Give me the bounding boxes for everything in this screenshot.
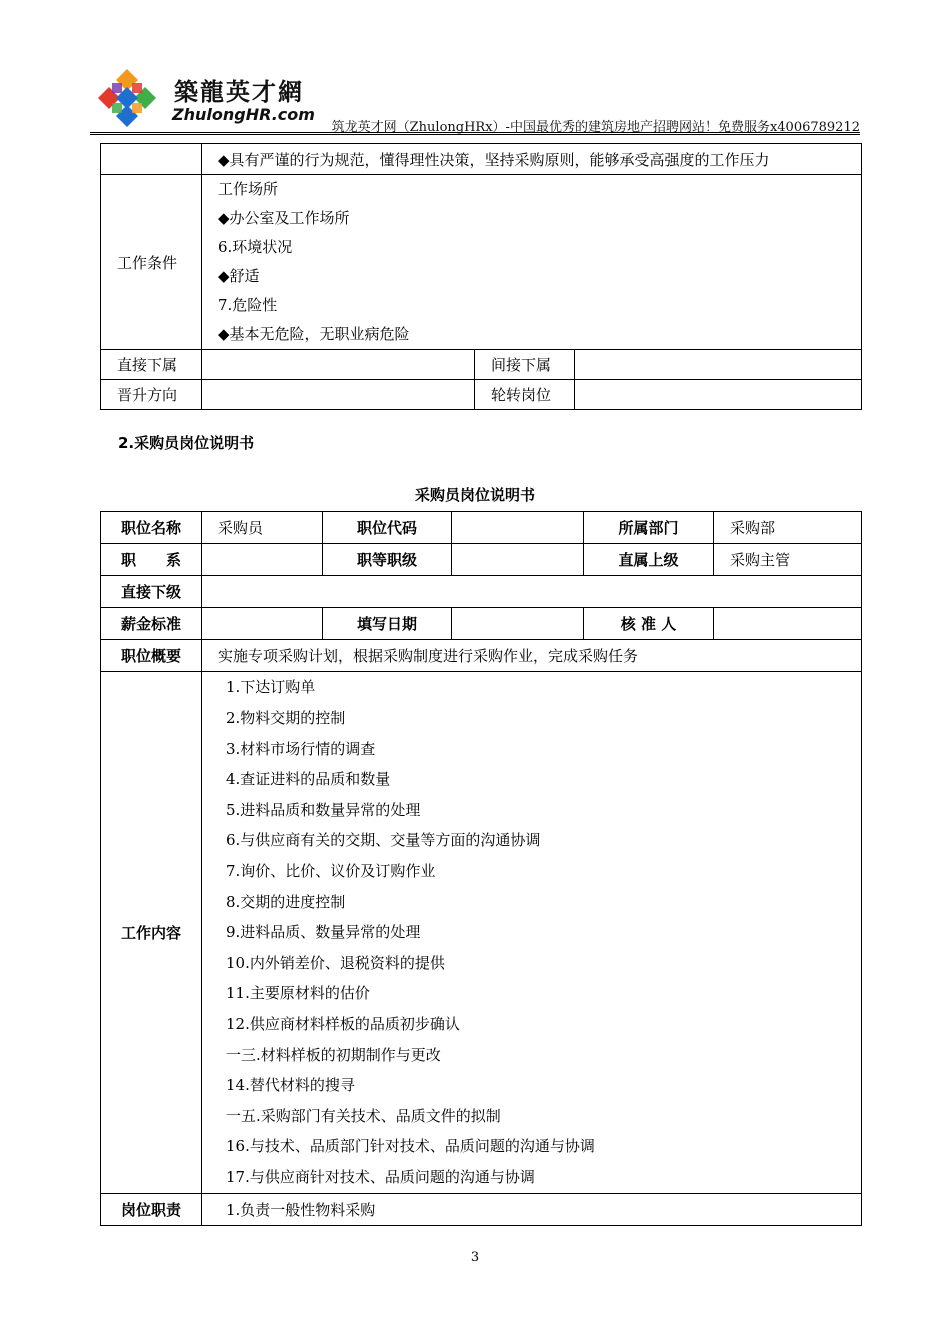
- work-content-item: 7.询价、比价、议价及订购作业: [226, 862, 436, 881]
- work-condition-line: ◆办公室及工作场所: [218, 209, 350, 227]
- direct-subordinate-value: [202, 350, 475, 380]
- approver-label: 核 准 人: [584, 608, 714, 640]
- supervisor-label: 直属上级: [584, 544, 714, 576]
- position-code-label: 职位代码: [323, 512, 452, 544]
- direct-subordinate-value: [202, 576, 862, 608]
- work-content-item: 6.与供应商有关的交期、交量等方面的沟通协调: [226, 831, 541, 850]
- job-description-table-continued: [100, 143, 862, 410]
- zhulong-logo-icon: [96, 67, 158, 129]
- supervisor-value: 采购主管: [714, 544, 862, 576]
- header-tagline: 筑龙英才网（ZhulongHRx）-中国最优秀的建筑房地产招聘网站！免费服务x4006789212: [331, 120, 860, 135]
- direct-subordinate-label: 直接下级: [101, 576, 202, 608]
- page-header: [90, 62, 860, 134]
- grade-label: 职等职级: [323, 544, 452, 576]
- work-content-item: 1.下达订购单: [226, 678, 316, 697]
- page-number: 3: [470, 1250, 480, 1265]
- fill-date-value: [452, 608, 584, 640]
- department-value: 采购部: [714, 512, 862, 544]
- work-content-item: 8.交期的进度控制: [226, 892, 346, 911]
- rotation-value: [575, 380, 862, 410]
- work-content-item: 4.查证进料的品质和数量: [226, 770, 391, 789]
- salary-label: 薪金标准: [101, 608, 202, 640]
- qualification-text: ◆具有严谨的行为规范，懂得理性决策，坚持采购原则，能够承受高强度的工作压力: [202, 144, 862, 175]
- approver-value: [714, 608, 862, 640]
- work-content-item: 10.内外销差价、退税资料的提供: [226, 953, 445, 972]
- rotation-label: 轮转岗位: [475, 380, 575, 410]
- position-name-label: 职位名称: [101, 512, 202, 544]
- promotion-value: [202, 380, 475, 410]
- logo-chinese-text: 築龍英才網: [174, 77, 304, 106]
- grade-value: [452, 544, 584, 576]
- work-content-list: [202, 672, 862, 1194]
- promotion-label: 晋升方向: [101, 380, 202, 410]
- job-family-value: [202, 544, 323, 576]
- work-content-item: 9.进料品质、数量异常的处理: [226, 923, 421, 942]
- indirect-subordinate-value: [575, 350, 862, 380]
- work-condition-line: 7.危险性: [218, 296, 278, 314]
- header-divider: [90, 132, 860, 133]
- work-content-item: 3.材料市场行情的调查: [226, 739, 376, 758]
- department-label: 所属部门: [584, 512, 714, 544]
- fill-date-label: 填写日期: [323, 608, 452, 640]
- duties-label: 岗位职责: [101, 1194, 202, 1226]
- work-condition-line: ◆基本无危险，无职业病危险: [218, 325, 410, 343]
- work-content-item: 5.进料品质和数量异常的处理: [226, 800, 421, 819]
- indirect-subordinate-label: 间接下属: [475, 350, 575, 380]
- work-content-item: 2.物料交期的控制: [226, 709, 346, 728]
- work-condition-line: 6.环境状况: [218, 238, 293, 256]
- summary-value: 实施专项采购计划，根据采购制度进行采购作业，完成采购任务: [202, 640, 862, 672]
- work-conditions-label: 工作条件: [101, 175, 202, 350]
- work-content-label: 工作内容: [101, 672, 202, 1194]
- salary-value: [202, 608, 323, 640]
- logo-english-text: ZhulongHR.com: [172, 105, 315, 124]
- work-content-item: 17.与供应商针对技术、品质问题的沟通与协调: [226, 1167, 535, 1186]
- work-content-item: 12.供应商材料样板的品质初步确认: [226, 1014, 460, 1033]
- section-title: 2.采购员岗位说明书: [118, 434, 255, 452]
- job-family-label: 职 系: [101, 544, 202, 576]
- empty-label-cell: [101, 144, 202, 175]
- work-conditions-content: [202, 175, 862, 350]
- position-code-value: [452, 512, 584, 544]
- header-divider-secondary: [90, 134, 860, 135]
- position-name-value: 采购员: [202, 512, 323, 544]
- document-title: 采购员岗位说明书: [414, 486, 535, 504]
- summary-label: 职位概要: [101, 640, 202, 672]
- direct-subordinate-label: 直接下属: [101, 350, 202, 380]
- work-content-item: 14.替代材料的搜寻: [226, 1076, 355, 1095]
- work-condition-line: 工作场所: [218, 180, 279, 198]
- work-content-item: 11.主要原材料的估价: [226, 984, 370, 1003]
- purchaser-job-description-table: [100, 511, 862, 1226]
- work-content-item: 16.与技术、品质部门针对技术、品质问题的沟通与协调: [226, 1137, 595, 1156]
- work-content-item: 一五.采购部门有关技术、品质文件的拟制: [226, 1106, 501, 1125]
- duties-first-item: 1.负责一般性物料采购: [202, 1194, 862, 1226]
- work-condition-line: ◆舒适: [218, 267, 260, 285]
- work-content-item: 一三.材料样板的初期制作与更改: [226, 1045, 441, 1064]
